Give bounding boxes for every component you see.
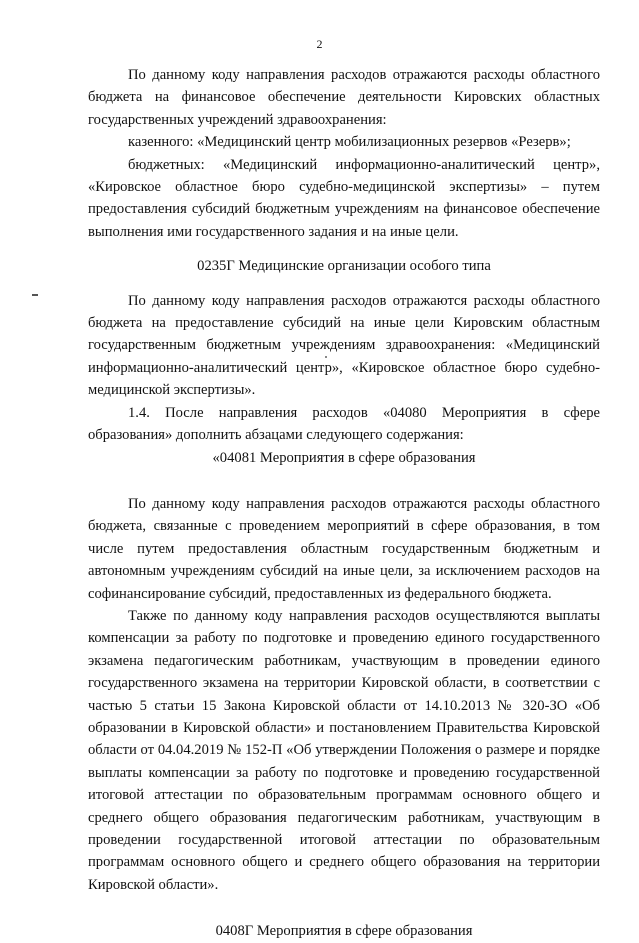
heading-0235: 0235Г Медицинские организации особого типа (197, 258, 491, 275)
paragraph-education-events: По данному коду направления расходов отражаются расходы областного бюджета, связанные с проведением мероприятий в сфере образования, в том числе путем предоставления областным государственным бюджетным и автономным учреждениям субсидий на иные цели, за исключением расходов на софинансирование субсидий, предоставленных из федерального бюджета. (88, 495, 600, 602)
paragraph-budget-institutions: бюджетных: «Медицинский информационно-аналитический центр», «Кировское областное бюро судебно-медицинской экспертизы» – путем предоставления субсидий бюджетным учреждениям на финансовое обеспечение выполнения ими государственного задания и на иные цели. (88, 156, 600, 240)
paragraph-special-type-organizations: По данному коду направления расходов отражаются расходы областного бюджета на предоставление субсидий на иные цели Кировским областным государственным бюджетным учреждениям здравоохранения: «Медицинский информационно-аналитический центр», «Кировское областное бюро судебно-медицинской экспертизы». (88, 292, 600, 399)
heading-0408: 0408Г Мероприятия в сфере образования (215, 923, 473, 940)
spacer (88, 896, 600, 920)
spacer (88, 469, 600, 493)
paragraph-clause-1-4: 1.4. После направления расходов «04080 Мероприятия в сфере образования» дополнить абзацами следующего содержания: (88, 404, 600, 444)
spacer (88, 278, 600, 290)
paragraph-state-institution: казенного: «Медицинский центр мобилизационных резервов «Резерв»; (128, 134, 571, 151)
heading-04081: «04081 Мероприятия в сфере образования (212, 449, 476, 466)
paragraph-exam-compensation: Также по данному коду направления расходов осуществляются выплаты компенсации за работу по подготовке и проведению единого государственного экзамена педагогическим работникам, участвующим в проведении единого государственного экзамена на территории Кировской области, в соответствии с частью 5 статьи 15 Закона Кировской области от 14.10.2013 № 320-ЗО «Об образовании в Кировской области» и постановлением Правительства Кировской области от 04.04.2019 № 152-П «Об утверждении Положения о размере и порядке выплаты компенсации за работу по подготовке и проведению государственной итоговой аттестации по образовательным программам основного общего и среднего общего образования педагогическим работникам, участвующим в проведении государственной итоговой аттестации по образовательным программам основного общего и среднего общего образования на территории Кировской области». (88, 607, 600, 893)
paragraph-medical-institutions-intro: По данному коду направления расходов отражаются расходы областного бюджета на финансовое обеспечение деятельности Кировских областных государственных учреждений здравоохранения: (88, 67, 600, 128)
scan-mark (32, 294, 38, 296)
page-number: 2 (316, 37, 323, 51)
spacer (88, 243, 600, 255)
document-body (88, 64, 600, 943)
